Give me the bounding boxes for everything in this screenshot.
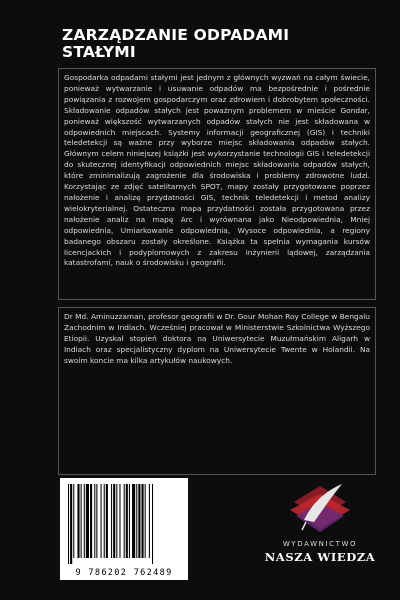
barcode-bar [132, 484, 135, 558]
barcode-bar [149, 484, 150, 558]
barcode-bar [111, 484, 112, 558]
barcode-bar [136, 484, 137, 558]
isbn-number: 9 786202 762489 [75, 568, 173, 578]
barcode-bar [142, 484, 144, 558]
barcode-bar [81, 484, 82, 558]
isbn-barcode [60, 478, 188, 580]
barcode-bar [113, 484, 115, 558]
barcode-bars [60, 478, 188, 566]
publisher-logo-icon [284, 480, 356, 538]
barcode-bar [68, 484, 69, 564]
author-bio: Dr Md. Aminuzzaman, profesor geografii w Dr. Gour Mohan Roy College w Bengalu Zachodnim w Indiach. Wcześniej pracował w Ministerstwie Szkolnictwa Wyższego Etiopii. Uzyskał stopień doktora na Uniwersytecie Muzułmańskim Aligarh w Indiach oraz specjalistyczny dyplom na Uniwersytecie Twente w Holandii. Na swoim koncie ma kilka artykułów naukowych. [64, 312, 370, 365]
barcode-bar [124, 484, 125, 558]
barcode-bar [94, 484, 95, 558]
barcode-bar [77, 484, 79, 558]
author-bio-panel [58, 307, 376, 475]
barcode-bar [86, 484, 89, 558]
book-title [62, 27, 362, 61]
title-line-1: ZARZĄDZANIE ODPADAMI [62, 26, 290, 44]
barcode-bar [101, 484, 102, 558]
publisher-name: NASZA WIEDZA [264, 550, 376, 564]
barcode-bar [119, 484, 120, 558]
barcode-bar [145, 484, 146, 558]
barcode-bar [84, 484, 85, 558]
barcode-bar [116, 484, 117, 558]
barcode-bar [90, 484, 92, 558]
barcode-bar [73, 484, 74, 558]
barcode-bar [129, 484, 130, 558]
description-panel [58, 68, 376, 300]
book-description: Gospodarka odpadami stałymi jest jednym z głównych wyzwań na całym świecie, ponieważ wytwarzanie i usuwanie odpadów ma bezpośrednie i pośrednie powiązania z rozwojem gospodarczym oraz zdrowiem i dobrobytem społeczności. Składowanie odpadów stałych jest poważnym problemem w mieście Gondar, ponieważ większość wytwarzanych odpadów stałych nie jest składowana w odpowiednich miejscach. Systemy informacji geograficznej (GIS) i techniki teledetekcji są ważne przy wyborze miejsc składowania odpadów stałych. Głównym celem niniejszej książki jest wykorzystanie technologii GIS i teledetekcji do skutecznej identyfikacji odpowiednich miejsc składowania odpadów stałych, które zminimalizują zagrożenie dla środowiska i problemy zdrowotne ludzi. Korzystając ze zdjęć satelitarnych SPOT, mapy zostały przygotowane poprzez nałożenie i analizę przydatności GIS, technik teledetekcji i metod analizy wielokryterialnej. Ostateczna mapa przydatności została przygotowana przez nałożenie analiz na mapę Arc i wyrównana jako Nieodpowiednia, Mniej odpowiednia, Umiarkowanie odpowiednia, Wysoce odpowiednia, a regiony badanego obszaru zostały określone. Książka ta spełnia wymagania kursów licencjackich i podyplomowych z zakresu inżynierii lądowej, zarządzania katastrofami, nauk o środowisku i geografii. [64, 73, 370, 268]
barcode-bar [152, 484, 153, 564]
publisher-label: WYDAWNICTWO [282, 540, 358, 548]
barcode-bar [70, 484, 72, 564]
barcode-bar [106, 484, 108, 558]
title-line-2: STAŁYMI [62, 43, 136, 61]
barcode-bar [138, 484, 140, 558]
barcode-bar [96, 484, 97, 558]
barcode-bar [104, 484, 105, 558]
barcode-bar [126, 484, 128, 558]
publisher-block [260, 478, 380, 588]
